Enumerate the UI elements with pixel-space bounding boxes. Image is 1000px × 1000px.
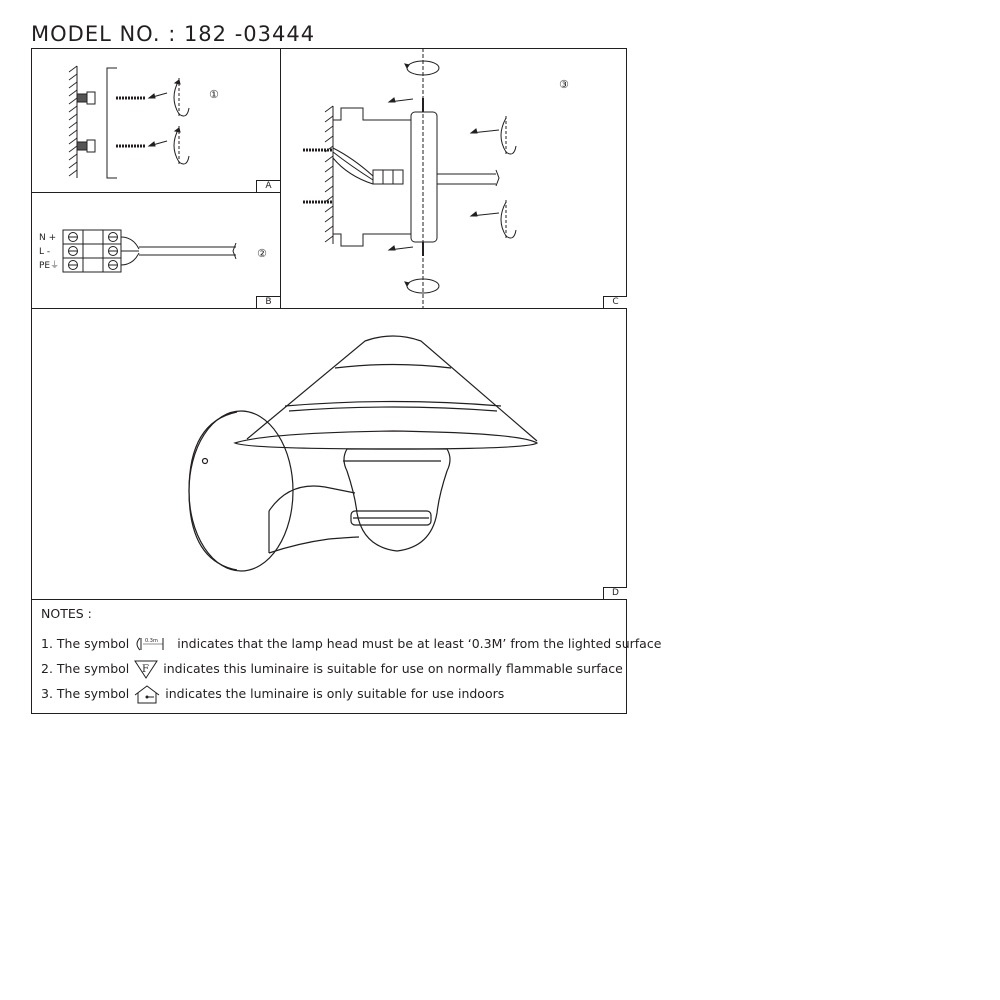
terminal-label-l: L - [39, 247, 51, 257]
note-text: indicates this luminaire is suitable for use on normally flammable surface [163, 661, 623, 676]
note-text: indicates that the lamp head must be at least ‘0.3M’ from the lighted surface [177, 636, 662, 651]
note-prefix: 3. The symbol [41, 686, 130, 701]
note-text: indicates the luminaire is only suitable for use indoors [165, 686, 505, 701]
step-marker: ② [257, 247, 267, 260]
terminal-label-n: N + [39, 233, 57, 243]
panel-tag-c: C [603, 296, 627, 308]
terminal-label-pe: PE⏚ [39, 261, 60, 271]
notes-section [41, 606, 661, 706]
panel-a-drawing [31, 48, 281, 192]
note-prefix: 1. The symbol [41, 636, 130, 651]
panel-c-drawing [281, 48, 627, 308]
notes-heading: NOTES : [41, 606, 92, 621]
note-item [41, 631, 661, 656]
flammable-surface-icon [133, 659, 159, 679]
divider [31, 599, 627, 600]
svg-text:F: F [142, 663, 150, 675]
note-item [41, 681, 661, 706]
svg-text:0.3m: 0.3m [145, 637, 159, 644]
panel-tag-b: B [256, 296, 280, 308]
model-number: MODEL NO. : 182 -03444 [31, 22, 316, 46]
panel-b-drawing [31, 193, 281, 308]
step-marker: ③ [559, 78, 569, 91]
panel-tag-a: A [256, 180, 280, 192]
note-item [41, 656, 661, 681]
panel-tag-d: D [603, 587, 627, 599]
panel-d-lamp-drawing [31, 309, 627, 599]
distance-0.3m-icon [133, 636, 167, 652]
note-prefix: 2. The symbol [41, 661, 130, 676]
indoor-house-icon [133, 684, 161, 704]
step-marker: ① [209, 88, 219, 101]
